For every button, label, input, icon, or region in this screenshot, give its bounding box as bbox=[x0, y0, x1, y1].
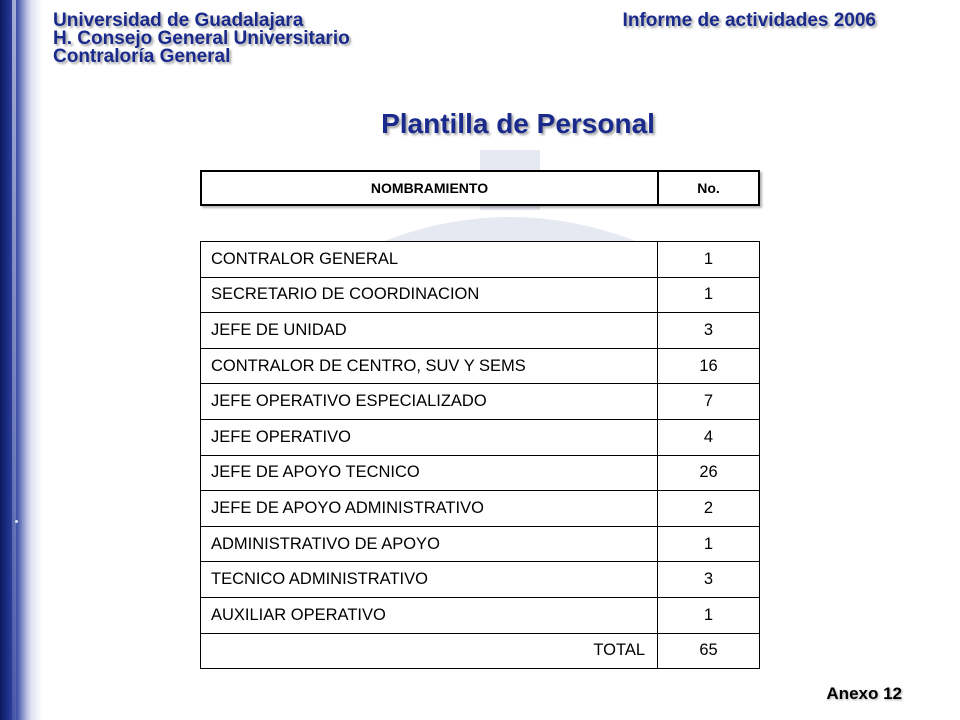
table-row bbox=[201, 526, 760, 562]
row-number: 3 bbox=[658, 313, 760, 349]
column-header-nombramiento: NOMBRAMIENTO bbox=[202, 172, 659, 204]
row-nombramiento: TECNICO ADMINISTRATIVO bbox=[201, 562, 658, 598]
row-nombramiento: CONTRALOR GENERAL bbox=[201, 242, 658, 278]
council-name: H. Consejo General Universitario bbox=[53, 28, 350, 49]
table-row bbox=[201, 242, 760, 278]
table-row bbox=[201, 348, 760, 384]
row-nombramiento: JEFE DE APOYO TECNICO bbox=[201, 455, 658, 491]
total-label: TOTAL bbox=[201, 633, 658, 669]
row-number: 2 bbox=[658, 491, 760, 527]
report-title: Informe de actividades 2006 bbox=[622, 10, 876, 31]
row-number: 1 bbox=[658, 242, 760, 278]
annex-label: Anexo 12 bbox=[826, 684, 902, 703]
table-row bbox=[201, 277, 760, 313]
table-row bbox=[201, 597, 760, 633]
row-nombramiento: SECRETARIO DE COORDINACION bbox=[201, 277, 658, 313]
column-header-number: No. bbox=[697, 180, 720, 196]
page-title: Plantilla de Personal bbox=[381, 108, 655, 139]
row-nombramiento: JEFE DE UNIDAD bbox=[201, 313, 658, 349]
row-number: 4 bbox=[658, 419, 760, 455]
table-row bbox=[201, 562, 760, 598]
total-row bbox=[201, 633, 760, 669]
row-nombramiento: ADMINISTRATIVO DE APOYO bbox=[201, 526, 658, 562]
row-number: 26 bbox=[658, 455, 760, 491]
row-number: 7 bbox=[658, 384, 760, 420]
table-row bbox=[201, 419, 760, 455]
row-number: 1 bbox=[658, 597, 760, 633]
row-nombramiento: JEFE OPERATIVO ESPECIALIZADO bbox=[201, 384, 658, 420]
row-number: 1 bbox=[658, 277, 760, 313]
row-number: 16 bbox=[658, 348, 760, 384]
row-nombramiento: CONTRALOR DE CENTRO, SUV Y SEMS bbox=[201, 348, 658, 384]
table-row bbox=[201, 491, 760, 527]
left-bar-dot bbox=[15, 520, 18, 523]
row-number: 1 bbox=[658, 526, 760, 562]
row-nombramiento: JEFE OPERATIVO bbox=[201, 419, 658, 455]
table-row bbox=[201, 384, 760, 420]
institution-name: Universidad de Guadalajara bbox=[53, 10, 304, 31]
table-row bbox=[201, 313, 760, 349]
office-name: Contraloría General bbox=[53, 46, 231, 67]
row-nombramiento: JEFE DE APOYO ADMINISTRATIVO bbox=[201, 491, 658, 527]
row-nombramiento: AUXILIAR OPERATIVO bbox=[201, 597, 658, 633]
staff-table bbox=[200, 241, 760, 669]
table-row bbox=[201, 455, 760, 491]
header-left-block bbox=[53, 12, 350, 66]
total-value: 65 bbox=[658, 633, 760, 669]
table-header bbox=[200, 170, 760, 206]
row-number: 3 bbox=[658, 562, 760, 598]
